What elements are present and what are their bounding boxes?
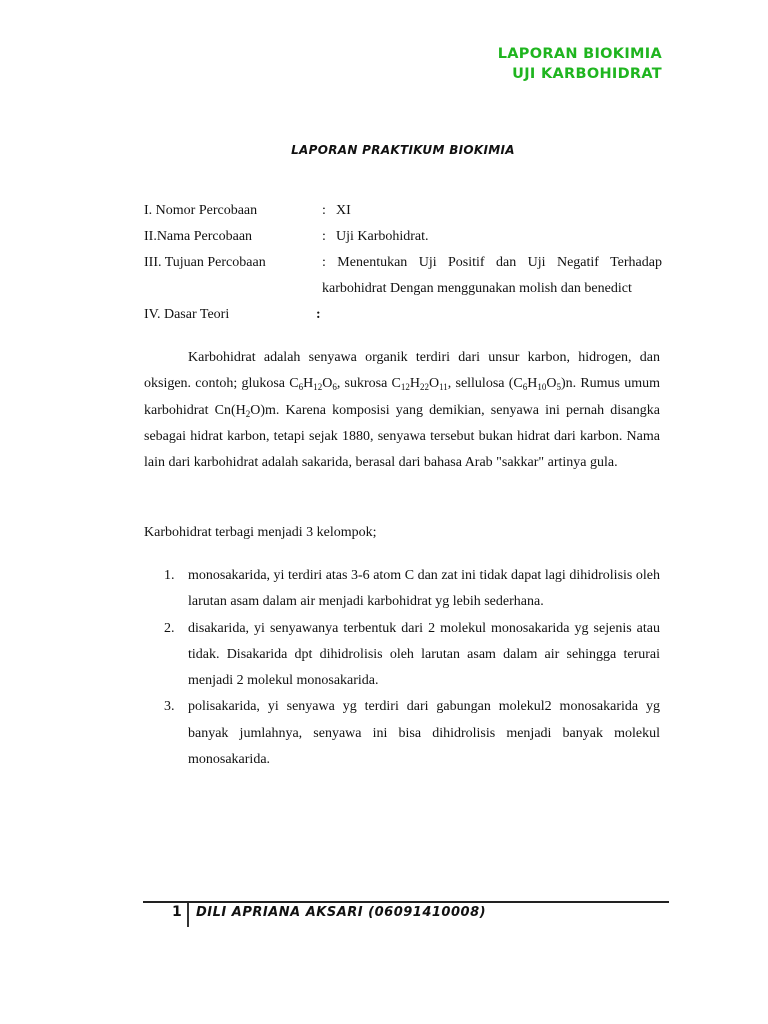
- page-number: 1: [172, 904, 182, 920]
- field-label: IV. Dasar Teori: [144, 307, 230, 322]
- field-label: II.Nama Percobaan: [144, 229, 253, 244]
- field-dasar-teori: [144, 302, 662, 328]
- list-text: monosakarida, yi terdiri atas 3-6 atom C dan zat ini tidak dapat lagi dihidrolisis oleh larutan asam dalam air menjadi karbohidrat yg lebih sederhana.: [188, 568, 660, 610]
- field-value: Uji Karbohidrat.: [336, 229, 429, 244]
- list-item: [160, 694, 660, 773]
- page-header: [498, 44, 662, 84]
- field-colon: :: [322, 229, 326, 244]
- list-item: [160, 563, 660, 616]
- footer-author: DILI APRIANA AKSARI (06091410008): [196, 905, 487, 920]
- field-nama-percobaan: [144, 224, 662, 250]
- field-colon: :: [322, 203, 326, 218]
- document-title: LAPORAN PRAKTIKUM BIOKIMIA: [291, 143, 515, 157]
- experiment-fields: [144, 198, 662, 328]
- field-label: III. Tujuan Percobaan: [144, 255, 266, 270]
- list-number: 2.: [164, 620, 175, 636]
- list-text: disakarida, yi senyawanya terbentuk dari 2 molekul monosakarida yg sejenis atau tidak. Disakarida dpt dihidrolisis oleh larutan asam dalam air sehingga terurai menjadi 2 molekul monosakarida.: [188, 620, 660, 689]
- paragraph-dasar-teori: Karbohidrat adalah senyawa organik terdiri dari unsur karbon, hidrogen, dan oksigen. contoh; glukosa $C_6H_{12}O_6$, sukrosa $C_{12}H_{22}O_{11}$, sellulosa $(C_6H_{10}O_5)n$. Rumus umum karbohidrat $Cn(H_2O)m$. Karena komposisi yang demikian, senyawa ini pernah disangka sebagai hidrat karbon, tetapi sejak 1880, senyawa tersebut bukan hidrat dari karbon. Nama lain dari karbohidrat adalah sakarida, berasal dari bahasa Arab "sakkar" artinya gula.: [144, 350, 660, 471]
- header-line-1: LAPORAN BIOKIMIA: [497, 46, 662, 62]
- list-text: polisakarida, yi senyawa yg terdiri dari gabungan molekul2 monosakarida yg banyak jumlahnya, senyawa ini bisa dihidrolisis menjadi banyak molekul monosakarida.: [188, 699, 660, 768]
- field-tujuan-percobaan: [144, 250, 662, 302]
- field-label: I. Nomor Percobaan: [144, 203, 258, 218]
- list-item: [160, 616, 660, 695]
- list-number: 1.: [164, 568, 175, 583]
- list-number: 3.: [164, 699, 175, 715]
- field-nomor-percobaan: [144, 198, 662, 224]
- header-line-2: UJI KARBOHIDRAT: [512, 66, 662, 82]
- karbohidrat-list: [160, 563, 660, 773]
- field-colon: :: [316, 307, 321, 322]
- paragraph-kelompok: Karbohidrat terbagi menjadi 3 kelompok;: [144, 525, 377, 540]
- footer-separator: [187, 903, 189, 927]
- field-value: XI: [336, 203, 351, 218]
- footer-divider: [143, 901, 669, 903]
- field-value: : Menentukan Uji Positif dan Uji Negatif Terhadap karbohidrat Dengan menggunakan molish dan benedict: [322, 255, 662, 296]
